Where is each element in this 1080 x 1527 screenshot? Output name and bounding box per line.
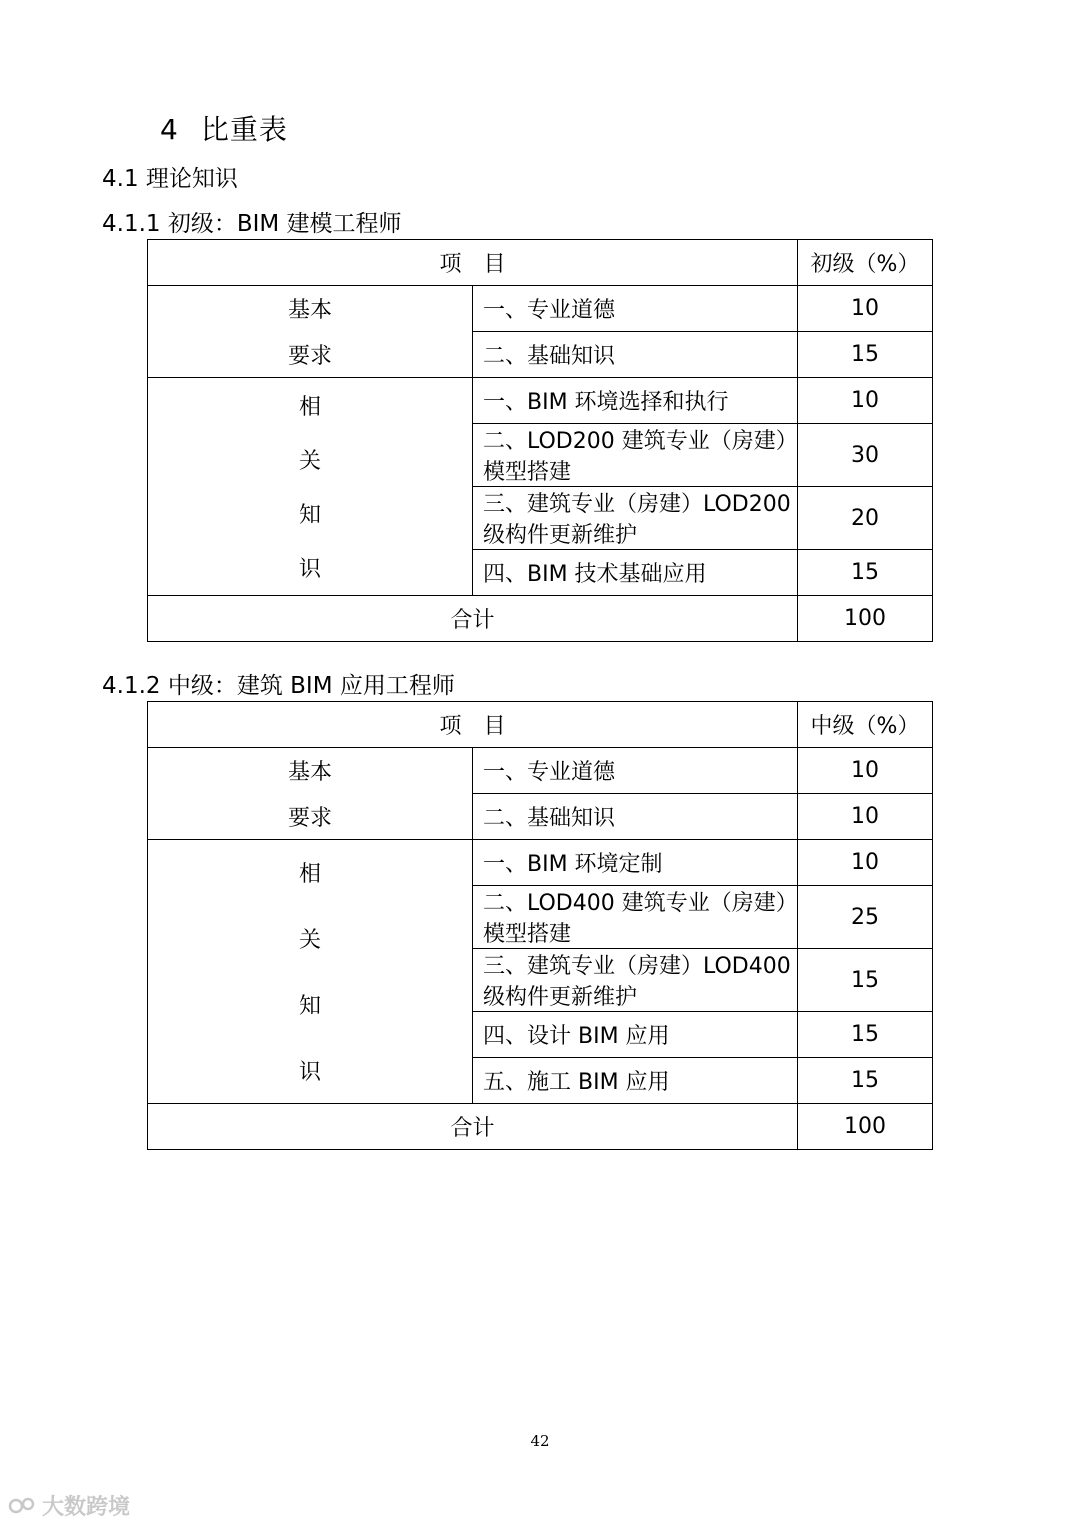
related-knowledge-label-cell (148, 378, 473, 596)
table-row (148, 286, 933, 332)
row-value-cell: 15 (798, 1012, 933, 1058)
basic-requirements-label-cell (148, 286, 473, 378)
header-value-cell: 初级（%） (798, 240, 933, 286)
row-value-cell: 10 (798, 286, 933, 332)
watermark-text: 大数跨境 (42, 1495, 131, 1520)
basic-requirements-label-text: 要求 (287, 805, 332, 831)
header-value-cell: 中级（%） (798, 702, 933, 748)
table-row (148, 840, 933, 886)
section-title-text: 比重表 (200, 113, 288, 146)
related-knowledge-label-text: 识 (298, 557, 321, 583)
table-row (148, 378, 933, 424)
header-row (148, 240, 933, 286)
related-knowledge-label-cell (148, 840, 473, 1104)
related-knowledge-label-text: 关 (298, 928, 321, 954)
watermark (8, 1490, 130, 1521)
basic-requirements-label-text: 基本 (287, 298, 332, 324)
row-label-cell: 二、基础知识 (473, 794, 798, 840)
row-value-cell: 25 (798, 886, 933, 949)
header-row (148, 702, 933, 748)
row-label-cell: 三、建筑专业（房建）LOD400 级构件更新维护 (473, 949, 798, 1012)
table1-heading: 4.1.1 初级：BIM 建模工程师 (102, 211, 402, 237)
section-number: 4 (160, 113, 179, 146)
related-knowledge-label-text: 相 (298, 862, 321, 888)
row-label-cell: 五、施工 BIM 应用 (473, 1058, 798, 1104)
related-knowledge-label-text: 相 (298, 394, 321, 420)
row-label-cell: 四、BIM 技术基础应用 (473, 550, 798, 596)
table-row (148, 748, 933, 794)
weight-table-intermediate (147, 701, 933, 1150)
watermark-logo-icon (8, 1495, 38, 1517)
related-knowledge-label-text: 知 (298, 993, 321, 1019)
row-label-cell: 二、LOD200 建筑专业（房建）模型搭建 (473, 424, 798, 487)
row-value-cell: 15 (798, 1058, 933, 1104)
table2-heading: 4.1.2 中级：建筑 BIM 应用工程师 (102, 673, 455, 699)
row-value-cell: 10 (798, 748, 933, 794)
row-value-cell: 15 (798, 949, 933, 1012)
header-item-cell: 项 目 (148, 240, 798, 286)
related-knowledge-label-text: 识 (298, 1059, 321, 1085)
row-label-cell: 一、BIM 环境定制 (473, 840, 798, 886)
row-label-cell: 一、专业道德 (473, 748, 798, 794)
total-label-cell: 合计 (148, 1104, 798, 1150)
row-value-cell: 15 (798, 332, 933, 378)
row-value-cell: 30 (798, 424, 933, 487)
related-knowledge-label-text: 知 (298, 503, 321, 529)
total-value-cell: 100 (798, 596, 933, 642)
page-number: 42 (530, 1432, 550, 1450)
total-row (148, 1104, 933, 1150)
row-label-cell: 三、建筑专业（房建）LOD200 级构件更新维护 (473, 487, 798, 550)
total-value-cell: 100 (798, 1104, 933, 1150)
row-label-cell: 二、基础知识 (473, 332, 798, 378)
row-label-cell: 四、设计 BIM 应用 (473, 1012, 798, 1058)
total-label-cell: 合计 (148, 596, 798, 642)
row-value-cell: 20 (798, 487, 933, 550)
row-label-cell: 一、专业道德 (473, 286, 798, 332)
basic-requirements-label-text: 要求 (287, 343, 332, 369)
subsection-title: 4.1 理论知识 (102, 166, 238, 192)
basic-requirements-label-text: 基本 (287, 760, 332, 786)
basic-requirements-label-cell (148, 748, 473, 840)
row-label-cell: 二、LOD400 建筑专业（房建）模型搭建 (473, 886, 798, 949)
row-value-cell: 15 (798, 550, 933, 596)
related-knowledge-label-text: 关 (298, 448, 321, 474)
header-item-cell: 项 目 (148, 702, 798, 748)
row-value-cell: 10 (798, 840, 933, 886)
row-label-cell: 一、BIM 环境选择和执行 (473, 378, 798, 424)
row-value-cell: 10 (798, 794, 933, 840)
total-row (148, 596, 933, 642)
row-value-cell: 10 (798, 378, 933, 424)
weight-table-junior (147, 239, 933, 642)
section-title (160, 108, 288, 148)
